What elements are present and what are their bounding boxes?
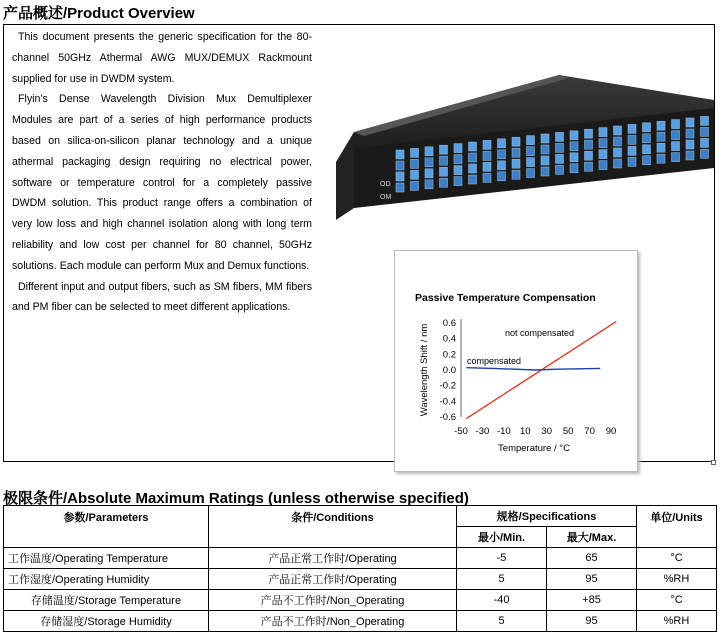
unit-cell: %RH [637,611,717,632]
fiber-port [570,131,578,140]
fiber-port [425,169,433,178]
fiber-port [628,135,636,144]
fiber-port [527,158,535,167]
fiber-port [527,169,535,178]
fiber-port [527,136,535,145]
fiber-port [512,159,520,168]
annotation-compensated: compensated [467,356,522,366]
overview-paragraph: Different input and output fibers, such as SM fibers, MM fibers and PM fiber can be selected to meet different applications. [12,280,312,314]
fiber-port [643,156,651,165]
header-conditions: 条件/Conditions [209,506,457,548]
fiber-port [614,137,622,146]
x-tick-label: 90 [605,426,617,437]
fiber-port [672,153,680,162]
fiber-port [614,126,622,135]
header-specifications: 规格/Specifications [457,506,637,527]
fiber-port [599,139,607,148]
fiber-port [483,162,491,171]
fiber-port [469,175,477,184]
overview-text [12,27,312,318]
fiber-port [541,145,549,154]
header-min: 最小/Min. [457,527,547,548]
fiber-port [440,178,448,187]
fiber-port [657,121,665,130]
fiber-port [570,142,578,151]
max-cell: 95 [547,611,637,632]
param-cell: 存储湿度/Storage Humidity [4,611,209,632]
fiber-port [701,138,709,147]
min-cell: -5 [457,548,547,569]
header-max: 最大/Max. [547,527,637,548]
ratings-table [3,505,717,632]
y-tick-label: -0.6 [439,412,456,423]
fiber-port [672,120,680,129]
fiber-port [527,147,535,156]
fiber-port [454,177,462,186]
fiber-port [541,167,549,176]
fiber-port [701,149,709,158]
x-tick-label: -50 [454,426,468,437]
fiber-port [425,147,433,156]
x-tick-label: 10 [519,426,531,437]
table-row [4,590,717,611]
condition-cell: 产品不工作时/Non_Operating [209,590,457,611]
fiber-port [440,145,448,154]
fiber-port [512,148,520,157]
x-tick-label: -10 [496,426,511,437]
fiber-port [454,144,462,153]
overview-heading: 产品概述/Product Overview [3,5,195,22]
fiber-port [599,128,607,137]
y-tick-label: -0.2 [439,380,456,392]
fiber-port [454,155,462,164]
temperature-chart [394,250,638,472]
fiber-port [556,165,564,174]
fiber-port [541,134,549,143]
fiber-port [672,131,680,140]
fiber-port [614,148,622,157]
fiber-port [643,123,651,132]
fiber-port [483,140,491,149]
fiber-port [469,142,477,151]
fiber-port [425,158,433,167]
fiber-port [570,164,578,173]
fiber-port [512,137,520,146]
fiber-port [643,145,651,154]
overview-box [3,24,715,462]
fiber-port [686,151,694,160]
fiber-port [686,118,694,127]
fiber-port [483,173,491,182]
x-axis-label: Temperature / °C [498,443,570,454]
fiber-port [396,161,404,170]
table-row [4,569,717,590]
fiber-port [498,161,506,170]
fiber-port [469,164,477,173]
fiber-port [570,153,578,162]
fiber-port [411,170,419,179]
fiber-port [686,129,694,138]
rack-label-od: OD [380,181,391,188]
fiber-port [498,150,506,159]
x-tick-label: 70 [584,426,595,437]
overview-paragraph: This document presents the generic specification for the 80-channel 50GHz Athermal AWG MUX/DEMUX Rackmount supplied for use in DWDM system. [12,31,312,85]
fiber-port [643,134,651,143]
fiber-port [657,143,665,152]
min-cell: 5 [457,611,547,632]
fiber-port [556,143,564,152]
fiber-port [396,183,404,192]
fiber-port [556,154,564,163]
y-tick-label: 0.2 [442,349,456,361]
fiber-port [657,154,665,163]
condition-cell: 产品不工作时/Non_Operating [209,611,457,632]
fiber-port [483,151,491,160]
fiber-port [657,132,665,141]
ratings-heading: 极限条件/Absolute Maximum Ratings (unless otherwise specified) [3,490,469,507]
fiber-port [396,150,404,159]
param-cell: 工作湿度/Operating Humidity [4,569,209,590]
fiber-port [585,151,593,160]
fiber-port [701,116,709,125]
fiber-port [556,132,564,141]
x-tick-label: 30 [541,426,553,437]
fiber-port [454,166,462,175]
unit-cell: %RH [637,569,717,590]
fiber-port [411,148,419,157]
fiber-port [469,153,477,162]
fiber-port [585,140,593,149]
unit-cell: °C [637,548,717,569]
y-tick-label: 0.6 [442,318,456,329]
max-cell: 95 [547,569,637,590]
y-tick-label: 0.4 [442,333,456,345]
table-header-row [4,506,717,527]
rack-label-om: OM [380,194,392,201]
y-tick-label: 0.0 [442,365,456,376]
condition-cell: 产品正常工作时/Operating [209,569,457,590]
header-parameters: 参数/Parameters [4,506,209,548]
x-tick-label: -30 [475,426,490,437]
rackmount-image [334,70,714,230]
fiber-port [440,167,448,176]
fiber-port [585,162,593,171]
annotation-not-compensated: not compensated [505,328,575,338]
fiber-port [628,157,636,166]
fiber-port [701,127,709,136]
table-row [4,548,717,569]
fiber-port [628,124,636,133]
header-units: 单位/Units [637,506,717,548]
fiber-port [614,159,622,168]
fiber-port [498,139,506,148]
fiber-port [411,181,419,190]
fiber-port [512,170,520,179]
min-cell: 5 [457,569,547,590]
resize-handle [711,460,716,465]
fiber-port [440,156,448,165]
fiber-port [396,172,404,181]
fiber-port [425,180,433,189]
fiber-port [599,161,607,170]
fiber-port [672,142,680,151]
fiber-port [411,159,419,168]
param-cell: 工作温度/Operating Temperature [4,548,209,569]
compensated-line [466,368,600,370]
max-cell: +85 [547,590,637,611]
param-cell: 存储温度/Storage Temperature [4,590,209,611]
fiber-port [498,172,506,181]
chart-title: Passive Temperature Compensation [415,292,596,304]
min-cell: -40 [457,590,547,611]
condition-cell: 产品正常工作时/Operating [209,548,457,569]
fiber-port [599,150,607,159]
fiber-port [686,140,694,149]
y-tick-label: -0.4 [439,396,456,408]
overview-paragraph: Flyin’s Dense Wavelength Division Mux Demultiplexer Modules are part of a series of high performance products based on silica-on-silicon planar technology and a unique athermal packaging design requiring no electrical power, software or temperature control for a completely passive DWDM solution. This product range offers a combination of very low loss and high channel isolation along with long term reliability and low cost per channel for 80 channel, 50GHz solutions. Each module can perform Mux and Demux functions. [12,93,312,272]
table-row [4,611,717,632]
unit-cell: °C [637,590,717,611]
y-axis-label: Wavelength Shift / nm [419,323,430,417]
fiber-port [541,156,549,165]
max-cell: 65 [547,548,637,569]
fiber-port [585,129,593,138]
x-tick-label: 50 [562,426,574,437]
fiber-port [628,146,636,155]
